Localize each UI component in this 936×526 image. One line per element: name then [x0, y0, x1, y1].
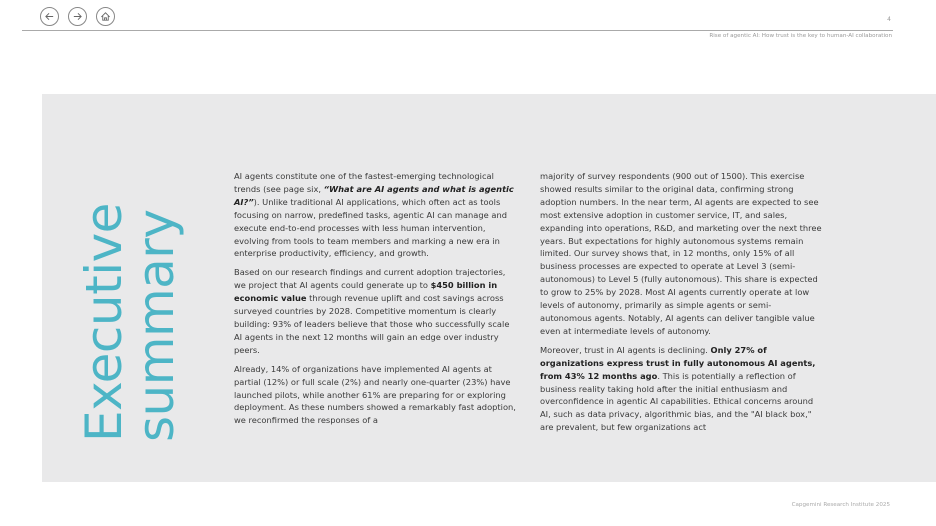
back-button[interactable] [40, 7, 59, 26]
navigation-buttons [40, 7, 115, 26]
section-title-line2: summary [127, 209, 185, 442]
arrow-right-icon [72, 11, 83, 22]
forward-button[interactable] [68, 7, 87, 26]
text-column-1 [234, 170, 516, 433]
paragraph: AI agents constitute one of the fastest-emerging technological trends (see page six, “What are AI agents and what is agentic AI?”). Unlike traditional AI applications, which often act as tools focusing on narrow, predefined tasks, agentic AI can manage and execute end-to-end processes with less human intervention, evolving from tools to team members and marking a new era in enterprise productivity, efficiency, and growth. [234, 171, 514, 259]
paragraph: Based on our research findings and current adoption trajectories, we project that AI agents could generate up to $450 billion in economic value through revenue uplift and cost savings across surveyed countries by 2028. Competitive momentum is clearly building: 93% of leaders believe that those who successfully scale AI agents in the next 12 months will gain an edge over industry peers. [234, 267, 510, 355]
home-button[interactable] [96, 7, 115, 26]
home-icon [100, 11, 111, 22]
header-divider [22, 30, 893, 31]
page-number: 4 [887, 16, 891, 23]
highlight: $450 billion in economic value [234, 280, 498, 304]
footer-text: Capgemini Research Institute 2025 [791, 502, 890, 508]
section-title-line1: Executive [75, 203, 133, 442]
text-column-2 [540, 170, 822, 440]
highlight: Only 27% of organizations express trust in fully autonomous AI agents, from 43% 12 months ago [540, 344, 816, 381]
cross-reference-link[interactable]: “What are AI agents and what is agentic AI?” [234, 183, 514, 207]
arrow-left-icon [44, 11, 55, 22]
document-subtitle: Rise of agentic AI: How trust is the key to human-AI collaboration [709, 33, 892, 39]
section-title [75, 203, 185, 442]
paragraph: majority of survey respondents (900 out of 1500). This exercise showed results similar to the original data, confirming strong adoption numbers. In the near term, AI agents are expected to see most extensive adoption in customer service, IT, and sales, expanding into operations, R&D, and marketing over the next three years. But expectations for highly autonomous systems remain limited. Our survey shows that, in 12 months, only 15% of all business processes are expected to operate at Level 3 (semi-autonomous) to Level 5 (fully autonomous). This share is expected to grow to 25% by 2028. Most AI agents currently operate at low levels of autonomy, primarily as simple agents or semi-autonomous agents. Notably, AI agents can deliver tangible value even at intermediate levels of autonomy. [540, 171, 822, 336]
paragraph: Moreover, trust in AI agents is declining. Only 27% of organizations express trust in fully autonomous AI agents, from 43% 12 months ago. This is potentially a reflection of business reality taking hold after the initial enthusiasm and overconfidence in agentic AI capabilities. Ethical concerns around AI, such as data privacy, algorithmic bias, and the "AI black box," are prevalent, but few organizations act [540, 344, 816, 433]
paragraph: Already, 14% of organizations have implemented AI agents at partial (12%) or full scale (2%) and nearly one-quarter (23%) have launched pilots, while another 61% are preparing for or exploring deployment. As these numbers showed a remarkably fast adoption, we reconfirmed the responses of a [234, 363, 516, 426]
